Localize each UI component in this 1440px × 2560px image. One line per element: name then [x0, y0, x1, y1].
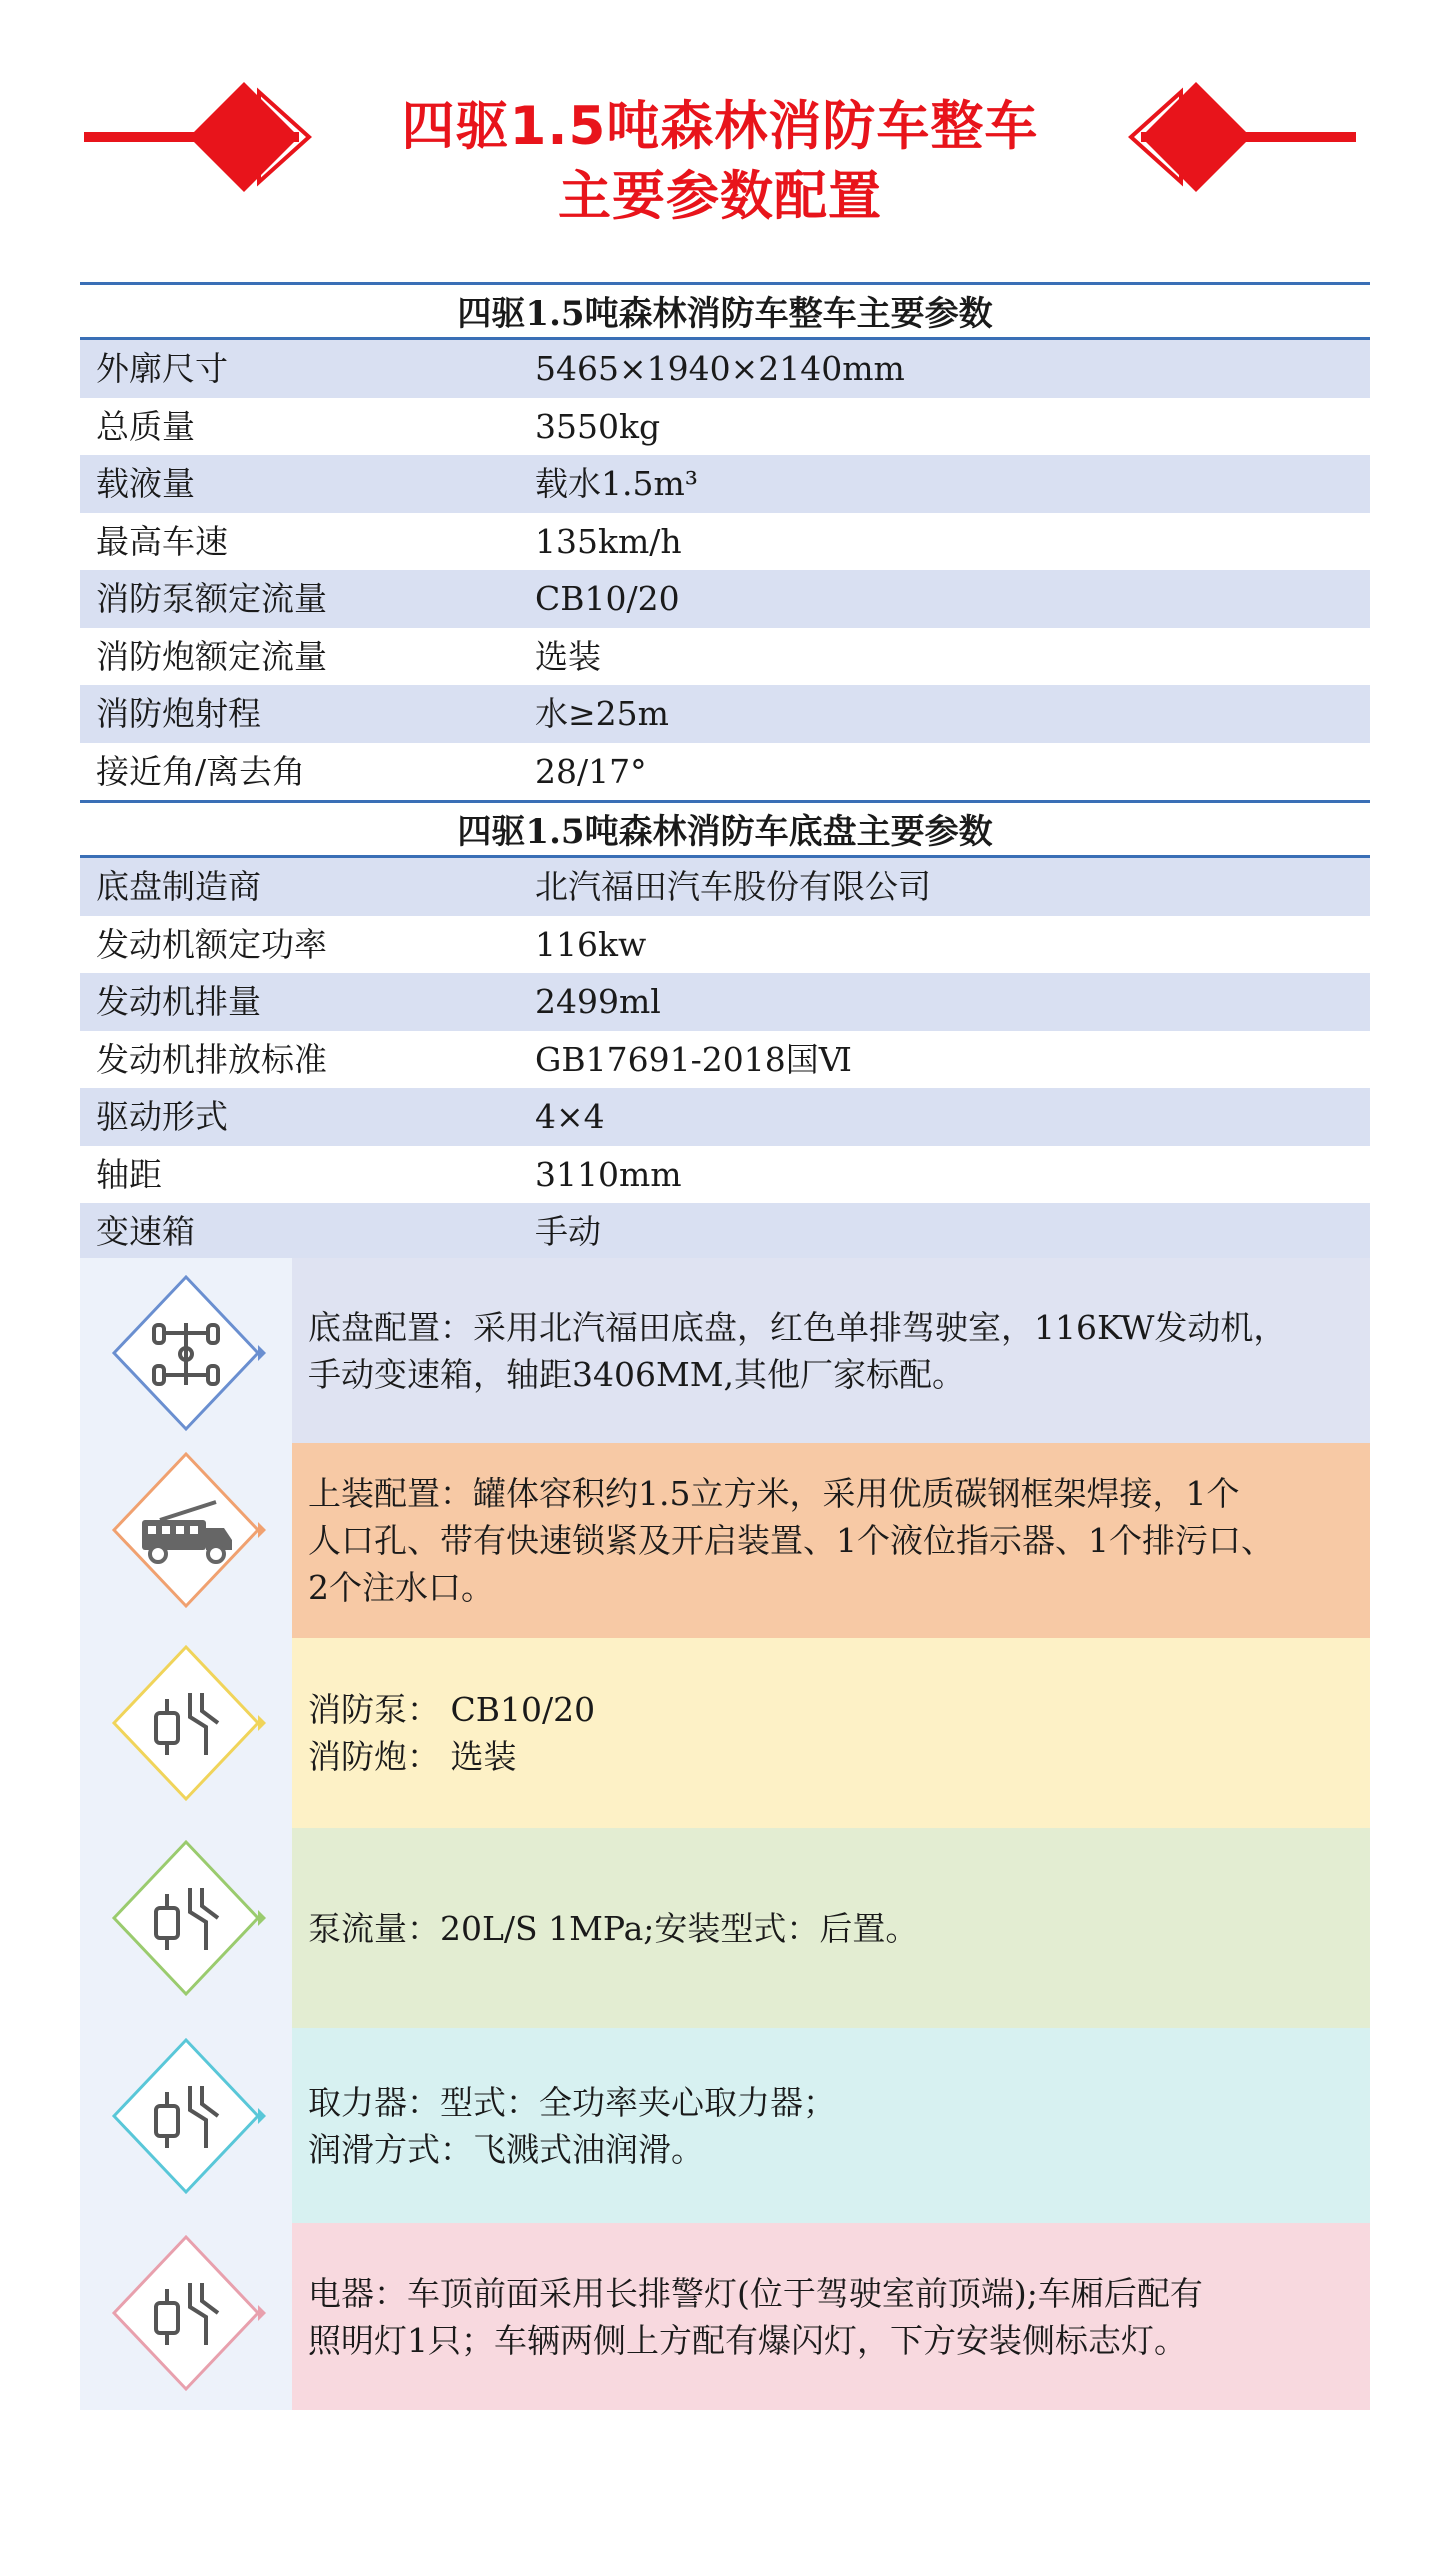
- row-label: 消防泵额定流量: [96, 579, 327, 618]
- table-row: [80, 1031, 1370, 1089]
- row-label: 底盘制造商: [96, 867, 261, 906]
- page-header: [0, 0, 1440, 260]
- row-value: 北汽福田汽车股份有限公司: [535, 867, 931, 906]
- row-label: 发动机额定功率: [96, 924, 327, 964]
- row-label: 总质量: [96, 406, 195, 446]
- row-label: 驱动形式: [96, 1097, 228, 1136]
- table-row: [80, 743, 1370, 801]
- block-line: 消防炮： 选装: [308, 1737, 517, 1776]
- electrical-icon: [106, 2233, 266, 2393]
- row-label: 变速箱: [96, 1212, 195, 1251]
- row-label: 外廓尺寸: [96, 349, 228, 388]
- row-label: 消防炮额定流量: [96, 636, 327, 676]
- block-line: 取力器：型式：全功率夹心取力器；: [308, 2082, 836, 2122]
- row-value: GB17691-2018国Ⅵ: [535, 1039, 852, 1079]
- flow-config-block: [292, 1828, 1370, 2028]
- block-line: 照明灯1只；车辆两侧上方配有爆闪灯，下方安装侧标志灯。: [308, 2320, 1187, 2360]
- row-value: 28/17°: [535, 751, 647, 791]
- row-value: 4×4: [535, 1097, 605, 1136]
- pump-icon: [106, 1643, 266, 1803]
- fire-truck-icon: [106, 1450, 266, 1610]
- table-row: [80, 916, 1370, 974]
- row-value: CB10/20: [535, 579, 680, 618]
- block-line: 2个注水口。: [308, 1568, 494, 1607]
- block-line: 上装配置：罐体容积约1.5立方米，采用优质碳钢框架焊接，1个: [308, 1474, 1240, 1513]
- title-line-1: 四驱1.5吨森林消防车整车: [401, 96, 1039, 157]
- vehicle-section-heading: 四驱1.5吨森林消防车整车主要参数: [80, 282, 1370, 340]
- table-row: [80, 340, 1370, 398]
- row-value: 135km/h: [535, 521, 682, 561]
- vehicle-rows: [80, 340, 1370, 800]
- electrical-config-block: [292, 2223, 1370, 2410]
- block-line: 底盘配置：采用北汽福田底盘，红色单排驾驶室，116KW发动机，: [308, 1307, 1287, 1347]
- row-value: 2499ml: [535, 982, 661, 1021]
- superstructure-config-block: [292, 1443, 1370, 1638]
- title-line-2: 主要参数配置: [558, 166, 882, 227]
- chassis-section-heading: 四驱1.5吨森林消防车底盘主要参数: [80, 800, 1370, 858]
- page-title: [360, 92, 1080, 232]
- row-label: 载液量: [96, 464, 195, 503]
- row-value: 手动: [535, 1212, 601, 1251]
- table-row: [80, 570, 1370, 628]
- row-label: 发动机排量: [96, 982, 261, 1021]
- row-label: 轴距: [96, 1154, 162, 1194]
- row-label: 接近角/离去角: [96, 751, 306, 791]
- row-value: 3550kg: [535, 406, 661, 446]
- spec-table: [80, 282, 1370, 1264]
- chassis-config-block: [292, 1258, 1370, 1443]
- table-row: [80, 398, 1370, 456]
- left-diamond-ornament-icon: [84, 82, 384, 192]
- row-value: 水≥25m: [535, 694, 669, 733]
- row-label: 消防炮射程: [96, 694, 261, 733]
- config-blocks: [80, 1258, 1370, 2410]
- chassis-rows: [80, 858, 1370, 1264]
- row-label: 发动机排放标准: [96, 1039, 327, 1079]
- block-line: 手动变速箱，轴距3406MM,其他厂家标配。: [308, 1354, 966, 1394]
- table-row: [80, 628, 1370, 686]
- row-value: 3110mm: [535, 1154, 682, 1194]
- block-line: 润滑方式：飞溅式油润滑。: [308, 2129, 704, 2169]
- row-value: 116kw: [535, 924, 647, 964]
- table-row: [80, 685, 1370, 743]
- block-line: 电器：车顶前面采用长排警灯(位于驾驶室前顶端);车厢后配有: [308, 2273, 1203, 2313]
- pto-config-block: [292, 2028, 1370, 2223]
- pto-icon: [106, 2036, 266, 2196]
- block-line: 泵流量：20L/S 1MPa;安装型式：后置。: [308, 1908, 919, 1948]
- block-line: 人口孔、带有快速锁紧及开启装置、1个液位指示器、1个排污口、: [308, 1521, 1274, 1560]
- row-value: 5465×1940×2140mm: [535, 349, 905, 388]
- table-row: [80, 1203, 1370, 1261]
- table-row: [80, 858, 1370, 916]
- table-row: [80, 973, 1370, 1031]
- table-row: [80, 1146, 1370, 1204]
- pump-flow-icon: [106, 1838, 266, 1998]
- block-line: 消防泵： CB10/20: [308, 1690, 596, 1729]
- pump-config-block: [292, 1638, 1370, 1828]
- table-row: [80, 455, 1370, 513]
- table-row: [80, 1088, 1370, 1146]
- table-row: [80, 513, 1370, 571]
- chassis-icon: [106, 1273, 266, 1433]
- right-diamond-ornament-icon: [1056, 82, 1356, 192]
- row-value: 选装: [535, 636, 601, 676]
- row-label: 最高车速: [96, 521, 228, 561]
- row-value: 载水1.5m³: [535, 464, 699, 503]
